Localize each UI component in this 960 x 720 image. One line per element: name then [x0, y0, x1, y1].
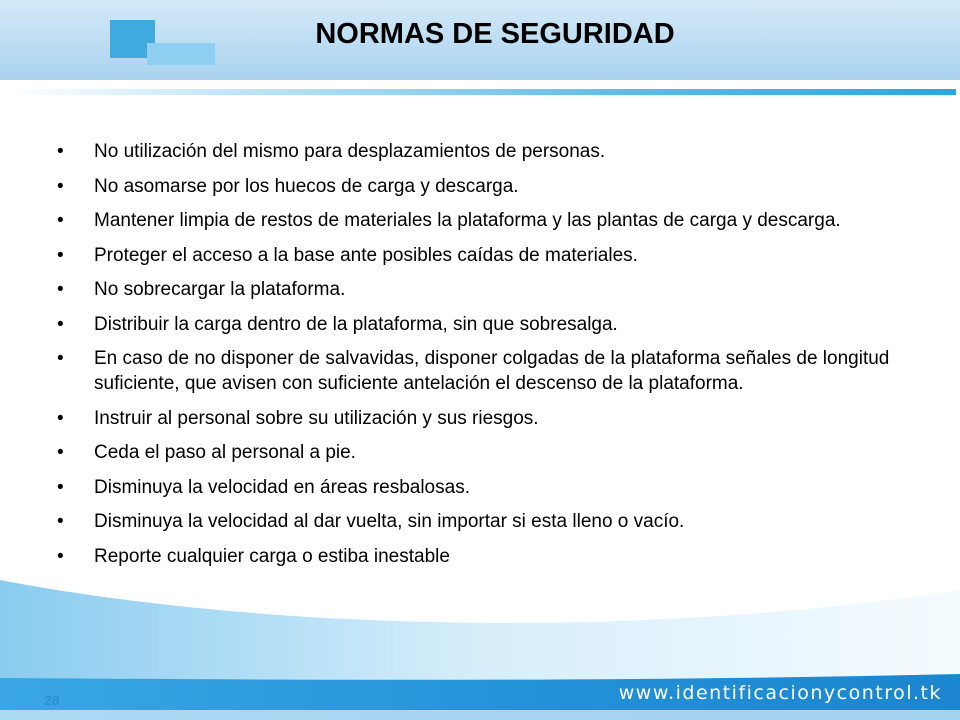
bullet-text: Proteger el acceso a la base ante posibles caídas de materiales. — [94, 244, 638, 266]
bullet-text: Instruir al personal sobre su utilización y sus riesgos. — [94, 407, 539, 429]
bullet-item — [55, 208, 915, 233]
bullet-point: • — [57, 244, 64, 266]
bullet-text: No utilización del mismo para desplazamientos de personas. — [94, 141, 606, 162]
bullet-item — [55, 406, 915, 431]
bullet-item — [55, 243, 915, 268]
bullet-text: Reporte cualquier carga o estiba inestable — [94, 545, 450, 567]
footer-url[interactable]: www.identificacionycontrol.tk — [618, 682, 942, 704]
bullet-text: Ceda el paso al personal a pie. — [94, 442, 356, 463]
bullet-text: No asomarse por los huecos de carga y descarga. — [94, 175, 519, 197]
bullet-item — [55, 346, 915, 396]
bullet-item — [55, 440, 915, 465]
bullet-point: • — [57, 476, 64, 498]
bullet-point: • — [57, 442, 64, 463]
bullet-item — [55, 509, 915, 534]
bullet-text: Disminuya la velocidad al dar vuelta, sin importar si esta lleno o vacío. — [94, 511, 685, 532]
bullet-item — [55, 544, 915, 569]
bullet-text: No sobrecargar la plataforma. — [94, 279, 346, 300]
bullet-item — [55, 277, 915, 302]
bullet-item — [55, 139, 915, 164]
title-underline — [8, 89, 956, 95]
bullet-point: • — [57, 279, 64, 300]
bullet-point: • — [57, 313, 64, 335]
bullet-point: • — [57, 210, 64, 231]
bullet-text: Mantener limpia de restos de materiales la plataforma y las plantas de carga y descarga. — [94, 210, 841, 231]
bullet-point: • — [57, 407, 64, 429]
bullet-point: • — [57, 348, 64, 369]
bullet-item — [55, 174, 915, 199]
bullet-point: • — [57, 511, 64, 532]
bullet-item — [55, 475, 915, 500]
slide-title: NORMAS DE SEGURIDAD — [315, 18, 675, 50]
bullet-list — [55, 139, 915, 578]
bullet-point: • — [57, 175, 64, 197]
bullet-point: • — [57, 141, 64, 162]
bullet-point: • — [57, 545, 64, 567]
bullet-text: Disminuya la velocidad en áreas resbalosas. — [94, 476, 470, 498]
page-number: 28 — [44, 692, 60, 708]
bullet-text: Distribuir la carga dentro de la plataforma, sin que sobresalga. — [94, 313, 618, 335]
bullet-item — [55, 312, 915, 337]
bullet-text: En caso de no disponer de salvavidas, disponer colgadas de la plataforma señales de longitud suficiente, que avisen con suficiente antelación el descenso de la plataforma. — [94, 348, 890, 394]
